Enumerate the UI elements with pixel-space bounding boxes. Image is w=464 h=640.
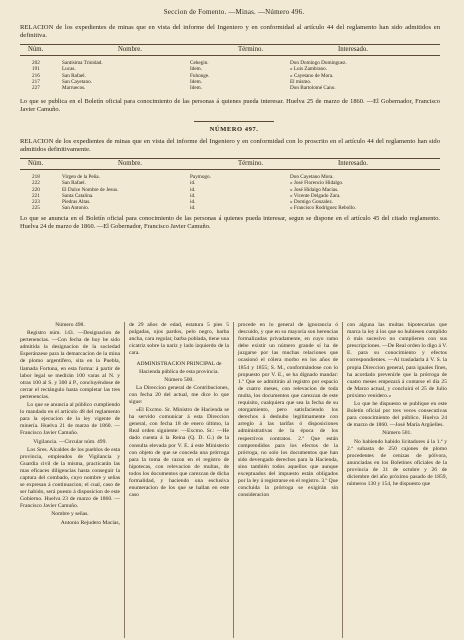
table-row: 225 San Antonio. id. » Francisco Rodriguez Rebollo. bbox=[32, 205, 356, 212]
header-name: Nombre. bbox=[118, 160, 142, 167]
table-row: 221 Santa Catalina. id. » Vicente Delgado Zara. bbox=[32, 192, 341, 199]
number-500: Número 500. bbox=[164, 376, 194, 383]
header-num: Núm. bbox=[28, 46, 44, 53]
vigilancia-heading: Vigilancia. —Circular núm. 499. bbox=[33, 438, 107, 445]
page-header: Seccion de Fomento. —Minas. —Número 496. bbox=[163, 8, 305, 16]
multas-paragraph: con alguna las multas hipotecarias que marca la ley á los que no hubiesen cumplido ó más sucesivo no cumplieren con sus prescripciones. —De Real orden lo digo á V. E. para su conocimiento y efectos correspondientes. —Al trasladarla á V. S. la propia Direccion general, para iguales fines, ha acordado prevenirle que la prórroga de cuatro meses empezará á contarse el dia 25 de Marzo actual, y concluirá el 25 de Julio próximo venidero.» bbox=[347, 322, 447, 399]
table-row: 220 El Dulce Nombre de Jesus. id. » José Hidalgo Macías. bbox=[32, 186, 339, 193]
table-row: 217 San Cayetano. Idem. El mismo. bbox=[32, 78, 312, 85]
block2-title: RELACION de los expedientes de minas que en vista del informe del Ingeniero y en conformidad con lo proscrito en el artículo 44 del reglamento han sido admitidos definitivamente. bbox=[20, 138, 440, 153]
vigilancia-paragraph: Los Sres. Alcaldes de los pueblos de esta provincia, empleados de Vigilancia y Guardia civil de la misma, practicarán las mas eficaces diligencias hasta conseguir la captura del combado, cuyo nombre y señas se expresan á continuacion; el cual, caso de ser habido, será puesto á disposicion de este Gobierno. Huelva 23 de marzo de 1860. —Francisco Javier Camuño. bbox=[20, 446, 120, 510]
block2-rows bbox=[20, 174, 440, 212]
header-term: Término. bbox=[238, 160, 264, 167]
registro-paragraph: Registro núm. 143. —Designacion de pertenencias. —Con fecha de hoy he sido admitida la designacion de la sociedad Esperánzese para la demarcacion de la mina de plomo argentífero, sita en la Puebla, llamada Fortuna, en esta forma: á partir de labor legal se medirán 100 varas al N. y otras 100 al S. y 300 á P., concluyéndose de cerrar el rectángulo hasta completar las tres pertenencias. bbox=[20, 330, 120, 400]
divider bbox=[194, 121, 274, 122]
table-row: 223 Piedras Altas. id. » Domigo Gonzalez. bbox=[32, 199, 334, 206]
number-498: Número 498. bbox=[55, 322, 85, 328]
block1-note: Lo que se publica en el Boletín oficial para conocimiento de las personas á quienes pueda interesar. Huelva 25 de marzo de 1860. —El Gobernador, Francisco Javier Camuño. bbox=[20, 98, 440, 113]
table-row: 216 San Rafael. Fuhonge. » Cayetano de Mora. bbox=[32, 72, 334, 79]
block2-table-header bbox=[20, 158, 440, 170]
direccion-paragraph: La Direccion general de Contribuciones, con fecha 20 del actual, me dice lo que sigue: bbox=[129, 384, 229, 405]
document-page bbox=[14, 0, 454, 640]
header-interested: Interesado. bbox=[338, 46, 369, 53]
anuncio-paragraph: Lo que se anuncia al público cumpliendo lo mandado en el artículo 48 del reglamento para la ejecucion de la ley vigente de minería. Huelva 21 de marzo de 1860. —Francisco Javier Camuño. bbox=[20, 402, 120, 437]
column-divider bbox=[124, 322, 125, 638]
table-row: 202 Santísima Trinidad. Cehegin. Don Domingo Dominguez. bbox=[32, 60, 347, 66]
header-interested: Interesado. bbox=[338, 160, 369, 167]
block2-note: Lo que se anuncia en el Boletín oficial para conocimiento de las personas á quienes pueda interesar, segun se dispone en el artículo 45 del citado reglamento. Huelva 24 de marzo de 1860. —El Gobernador, Francisco Javier Camuño. bbox=[20, 215, 440, 230]
number-501: Número 501. bbox=[382, 430, 412, 437]
table-row: 222 San Rafael. id. » José Florencio Hidalgo. bbox=[32, 180, 344, 187]
block1-table-header bbox=[20, 44, 440, 56]
fugitive-name: Antonio Rejudero Macías, bbox=[60, 519, 120, 526]
block1-rows bbox=[20, 60, 440, 91]
table-row: 218 Virgen de la Peña. Paymogo. Don Cayetano Mora. bbox=[32, 174, 334, 180]
header-term: Término. bbox=[238, 46, 264, 53]
real-orden-paragraph: «El Excmo. Sr. Ministro de Hacienda se ha servido comunicar á esta Direccion general, con fecha 18 de enero último, la Real orden siguiente: —Excmo. Sr.: —He dado cuenta á la Reina (Q. D. G.) de la consulta elevada por V. E. á este Ministerio con objeto de que se conceda una prórroga para la toma de razon en el registro de hipotecas, con relevacion de multas, de todos los documentos que carezcan de dicha formalidad, y haciendo una esclusiva enumeracion de los que se hallan en este caso bbox=[129, 407, 229, 499]
admin-heading: ADMINISTRACION PRINCIPAL de Hacienda pública de esta provincia. bbox=[136, 361, 222, 375]
column-divider bbox=[233, 322, 234, 638]
block2-number: NÚMERO 497. bbox=[209, 126, 259, 133]
signs-heading: Nombre y señas. bbox=[51, 511, 89, 518]
table-row: 191 Lucas. Idem. » Luis Zambrano. bbox=[32, 66, 328, 73]
column-3 bbox=[238, 322, 338, 500]
column-4 bbox=[347, 322, 447, 489]
description-paragraph: de 29 años de edad, estatura 5 pies 5 pulgadas, ojos pardos, pelo negro, barba ancha, cara regular, barba poblada, tiene una cicatriz sobre la nariz y lado izquierdo de la cara. bbox=[129, 322, 229, 357]
block1-title: RELACION de los expedientes de minas que en vista del informe del Ingeniero y en conformidad al artículo 44 del reglamento han sido admitidos en definitiva. bbox=[20, 24, 440, 39]
header-name: Nombre. bbox=[118, 46, 142, 53]
publique-paragraph: Lo que he dispuesto se publique en este Boletín oficial por tres veces consecutivas para conocimiento del público. Huelva 24 de marzo de 1860. —José María Argüelles. bbox=[347, 401, 447, 429]
subasta-paragraph: No habiendo habido licitadores á la 1.ª y 2.ª subasta de 250 cajones de plomo procedentes de cenizas de pólvora, anunciadas en los Boletines oficiales de la provincia de 31 de octubre y 26 de diciembre del año próximo pasado de 1859, números 130 y 154, he dispuesto que bbox=[347, 438, 447, 488]
column-divider bbox=[342, 322, 343, 638]
consulta-paragraph: procede en lo general de ignorancia ó descuido, y que en su mayoría son herencias formalizadas privadamente, en cuyo ramo debe existir un número grande sí ha de juzgarse por las muchas relaciones que ocasionó el cólera morbo en los años de 1854 y 1855; S. M., conformándose con lo propuesto por V. E., se ha dignado mandar: 1.º Que se admitirán al registro por espacio de cuatro meses, con relevacion de toda multa, los documentos que carezcan de este requisito, cualquiera que sea la fecha de su otorgamiento, pero satisfaciendo los derechos á deshubo legítimamente con arreglo á las tarifas ó disposiciones administrativas de la época de los respectivos contratos. 2.º Que están comprendidos para los efectos de la prórroga, no solo los documentos que han sido devengado derechos para la Hacienda, sino también todos aquellos que aunque exceptuados del impuesto están obligados por la ley á registrarse en el registro. 3.º Que concluida la prórroga se exigirán sin consideracion bbox=[238, 322, 338, 499]
column-2 bbox=[129, 322, 229, 500]
column-1 bbox=[20, 322, 120, 528]
header-num: Núm. bbox=[28, 160, 44, 167]
table-row: 227 Marruecos. Idem. Don Bartolomé Cano. bbox=[32, 85, 336, 92]
